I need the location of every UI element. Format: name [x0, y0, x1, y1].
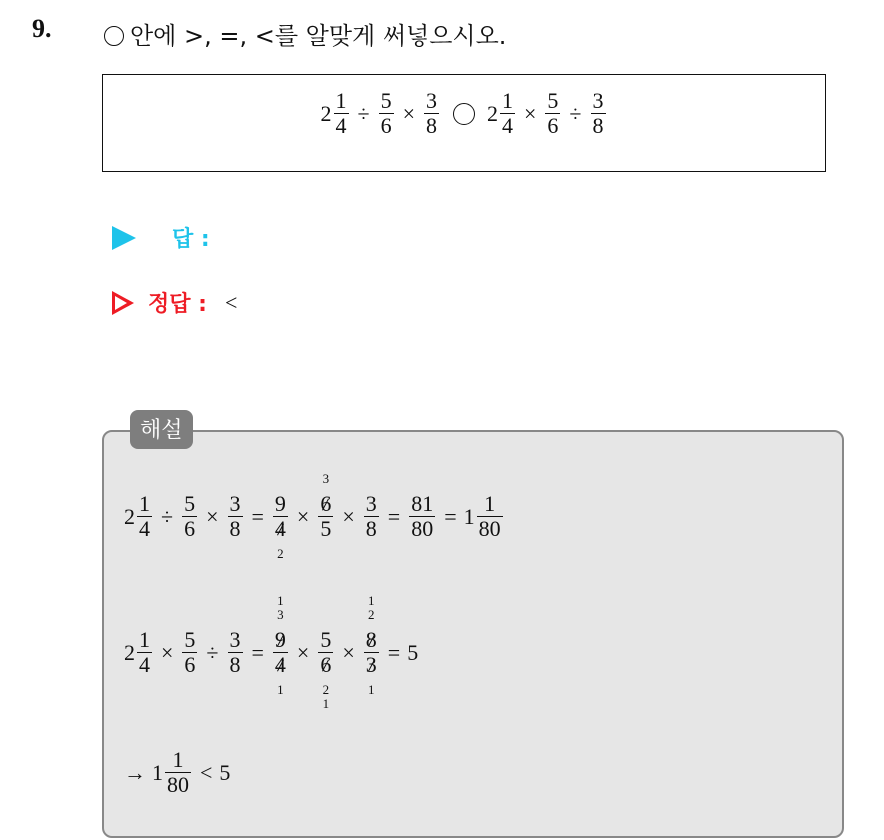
op-mul: × — [296, 503, 310, 529]
den: 6 — [320, 652, 332, 678]
reduced: 2 — [322, 682, 330, 698]
whole: 1 — [463, 503, 475, 529]
fraction — [165, 748, 191, 797]
op-div: ÷ — [357, 100, 370, 126]
den: 4 — [139, 516, 150, 542]
den: 8 — [426, 113, 437, 139]
question-instruction — [104, 16, 506, 51]
num: 5 — [547, 88, 559, 113]
answer-row — [112, 222, 210, 253]
solution-label: 정답 : — [148, 292, 207, 317]
den: 6 — [380, 113, 392, 139]
num: 9 — [274, 627, 286, 652]
cancelled-den — [364, 652, 379, 698]
op-mul: × — [206, 503, 219, 529]
cancelled-den — [318, 652, 333, 712]
den: 8 — [229, 652, 241, 678]
fraction — [500, 89, 515, 138]
num: 3 — [365, 491, 377, 516]
den: 4 — [274, 652, 286, 678]
den: 4 — [139, 652, 150, 678]
fraction — [424, 89, 439, 138]
op-eq: = — [444, 503, 457, 529]
op-mul: × — [342, 639, 355, 665]
reduced: 2 — [368, 607, 375, 622]
op-eq: = — [251, 503, 264, 529]
fraction — [137, 492, 152, 541]
outline-triangle-icon — [112, 291, 134, 315]
reduced: 2 — [277, 546, 284, 562]
op-lt: < — [200, 759, 213, 785]
instruction-text: 안에 >, =, <를 알맞게 써넣으시오. — [130, 22, 507, 50]
problem-expression — [321, 89, 608, 138]
num: 1 — [139, 627, 150, 652]
fraction — [545, 89, 560, 138]
num: 9 — [274, 491, 286, 516]
arrow-icon: → — [124, 759, 146, 785]
den: 4 — [502, 113, 513, 139]
den: 80 — [167, 772, 189, 798]
num: 5 — [184, 627, 196, 652]
den: 8 — [365, 516, 377, 542]
op-div: ÷ — [161, 503, 174, 529]
problem-box — [102, 74, 826, 172]
cancelled-num — [318, 471, 333, 516]
op-eq: = — [387, 503, 401, 529]
fraction — [364, 492, 379, 541]
reduced: 1 — [368, 593, 375, 608]
reduced: 1 — [322, 696, 330, 712]
fraction — [318, 627, 333, 712]
reduced: 1 — [368, 682, 375, 698]
play-triangle-icon — [112, 226, 136, 250]
circle-icon — [104, 26, 124, 46]
num: 1 — [139, 491, 150, 516]
reduced: 3 — [322, 471, 330, 486]
op-mul: × — [296, 639, 310, 665]
den: 6 — [184, 652, 196, 678]
explanation-line-2 — [124, 593, 419, 712]
den: 8 — [229, 516, 241, 542]
question-number: 9. — [32, 14, 52, 43]
reduced: 1 — [277, 593, 284, 608]
cancelled-num — [364, 593, 379, 652]
op-eq: = — [387, 639, 401, 665]
fraction — [318, 471, 333, 542]
den: 6 — [547, 113, 559, 139]
fraction — [273, 593, 288, 698]
answer-label: 답 : — [172, 227, 210, 252]
den: 80 — [411, 516, 434, 542]
fraction — [182, 628, 197, 677]
op-mul: × — [402, 100, 415, 126]
den: 80 — [478, 516, 501, 542]
num: 3 — [592, 88, 604, 113]
cancelled-den — [273, 516, 288, 562]
fraction — [409, 492, 435, 541]
op-mul: × — [524, 100, 537, 126]
den: 8 — [592, 113, 604, 139]
op-eq: = — [251, 639, 264, 665]
solution-value: < — [224, 289, 238, 315]
num: 6 — [320, 491, 332, 516]
fraction — [273, 491, 288, 562]
fraction — [228, 628, 243, 677]
op-div: ÷ — [569, 100, 582, 126]
den: 6 — [184, 516, 196, 542]
den: 5 — [320, 516, 332, 542]
fraction — [228, 492, 243, 541]
whole: 2 — [487, 100, 498, 126]
fraction — [591, 89, 606, 138]
num: 3 — [229, 627, 241, 652]
explanation-tag: 해설 — [130, 410, 193, 449]
op-mul: × — [342, 503, 355, 529]
rhs: 5 — [219, 759, 231, 785]
den: 3 — [365, 652, 377, 678]
op-div: ÷ — [206, 639, 219, 665]
fraction — [477, 492, 503, 541]
whole: 2 — [320, 100, 332, 126]
num: 5 — [184, 491, 196, 516]
num: 8 — [365, 627, 377, 652]
fraction — [334, 89, 349, 138]
num: 1 — [484, 491, 496, 516]
whole: 2 — [124, 503, 135, 529]
whole: 1 — [152, 759, 163, 785]
explanation-line-1 — [124, 471, 505, 562]
whole: 2 — [124, 639, 135, 665]
fraction — [137, 628, 152, 677]
op-mul: × — [161, 639, 174, 665]
num: 1 — [502, 88, 513, 113]
solution-row — [112, 287, 237, 318]
reduced: 1 — [277, 682, 284, 698]
reduced: 3 — [277, 607, 284, 622]
fraction — [182, 492, 197, 541]
explanation-line-3 — [124, 748, 230, 797]
fraction — [364, 593, 379, 698]
result: 5 — [407, 639, 419, 665]
num: 5 — [380, 88, 392, 113]
answer-blank-circle[interactable] — [453, 103, 475, 125]
den: 4 — [274, 516, 286, 542]
num: 1 — [335, 88, 347, 113]
cancelled-num — [273, 593, 288, 652]
num: 3 — [229, 491, 241, 516]
num: 5 — [320, 627, 332, 652]
cancelled-den — [273, 652, 288, 698]
den: 4 — [335, 113, 347, 139]
num: 1 — [172, 747, 184, 772]
num: 3 — [426, 88, 437, 113]
fraction — [379, 89, 394, 138]
num: 81 — [411, 491, 434, 516]
